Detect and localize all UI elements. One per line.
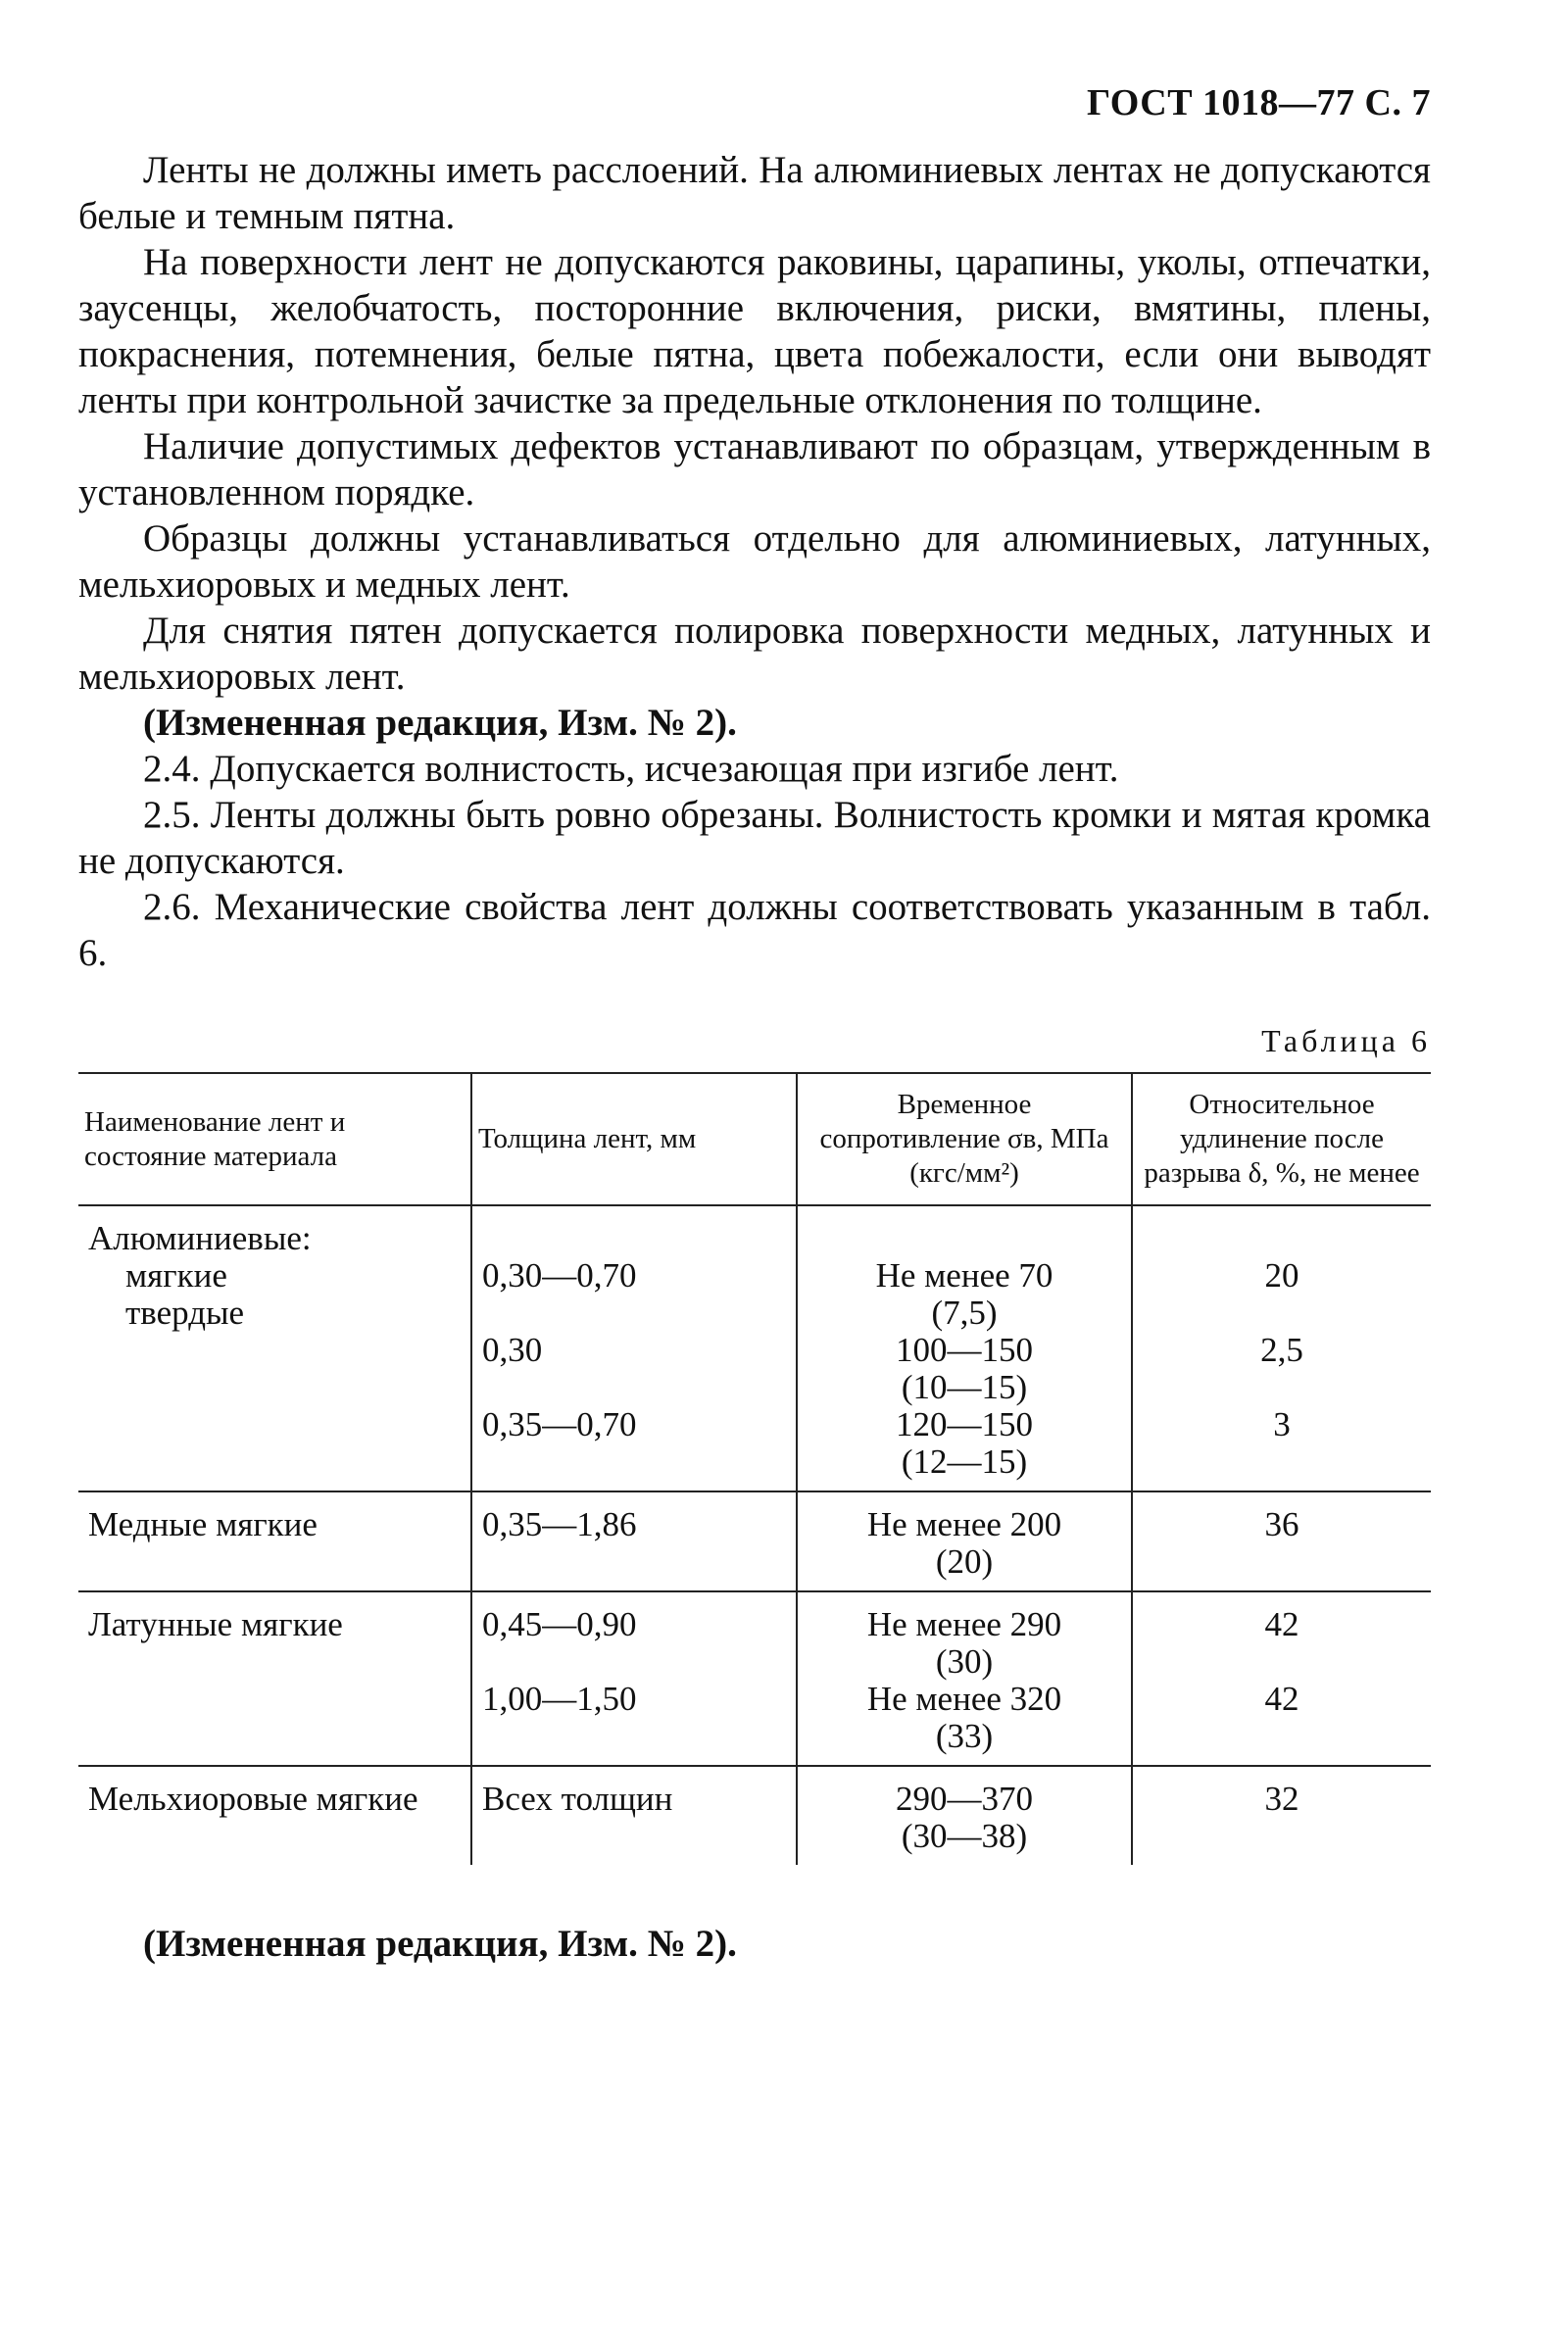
cell-thickness (471, 1766, 797, 1865)
cell-line: Алюминиевые: (88, 1219, 312, 1257)
cell-line: Мельхиоровые мягкие (88, 1780, 418, 1818)
cell-line (1143, 1295, 1421, 1332)
cell-line: 0,30—0,70 (482, 1256, 637, 1295)
cell-thickness (471, 1205, 797, 1491)
clause-2-6: 2.6. Механические свойства лент должны соответствовать указанным в табл. 6. (78, 886, 1431, 974)
cell-resistance (797, 1591, 1132, 1766)
table-row (78, 1491, 1431, 1591)
cell-elongation (1132, 1591, 1431, 1766)
cell-resistance (797, 1205, 1132, 1491)
paragraph: Наличие допустимых дефектов устанавливают по образцам, утвержденным в установленном порядке. (78, 425, 1431, 513)
paragraph: Для снятия пятен допускается полировка поверхности медных, латунных и мельхиоровых лент. (78, 610, 1431, 698)
cell-thickness (471, 1491, 797, 1591)
cell-line (1143, 1369, 1421, 1406)
cell-line: 0,30 (482, 1331, 543, 1369)
cell-line: 290—370 (896, 1780, 1033, 1818)
cell-line (482, 1295, 786, 1332)
body-text (78, 147, 1431, 976)
cell-line: 0,35—0,70 (482, 1405, 637, 1443)
cell-line: 3 (1273, 1405, 1291, 1443)
cell-resistance (797, 1491, 1132, 1591)
cell-line: мягкие (125, 1256, 227, 1295)
cell-line: Всех толщин (482, 1780, 673, 1818)
table-row (78, 1591, 1431, 1766)
table-row (78, 1205, 1431, 1491)
paragraph: Образцы должны устанавливаться отдельно для алюминиевых, латунных, мельхиоровых и медных лент. (78, 517, 1431, 606)
cell-line: (7,5) (931, 1294, 998, 1332)
cell-line (1143, 1643, 1421, 1681)
clause-2-5: 2.5. Ленты должны быть ровно обрезаны. Волнистость кромки и мятая кромка не допускаются. (78, 794, 1431, 882)
page-header: ГОСТ 1018—77 С. 7 (1087, 82, 1431, 123)
column-header: Временное сопротивление σв, МПа (кгс/мм²) (797, 1073, 1132, 1205)
cell-line: Не менее 200 (866, 1505, 1062, 1543)
cell-line: 42 (1264, 1605, 1299, 1643)
revision-note: (Измененная редакция, Изм. № 2). (143, 702, 737, 744)
cell-elongation (1132, 1491, 1431, 1591)
cell-line: Не менее 320 (866, 1680, 1062, 1718)
cell-line: 32 (1264, 1780, 1299, 1818)
cell-line: 36 (1264, 1505, 1299, 1543)
paragraph: Ленты не должны иметь расслоений. На алюминиевых лентах не допускаются белые и темным пятна. (78, 149, 1431, 237)
cell-line: Медные мягкие (88, 1505, 318, 1543)
cell-line: 0,35—1,86 (482, 1505, 637, 1543)
footer-revision-note: (Измененная редакция, Изм. № 2). (143, 1923, 737, 1965)
cell-line: 100—150 (896, 1331, 1033, 1369)
clause-2-4: 2.4. Допускается волнистость, исчезающая при изгибе лент. (143, 748, 1119, 790)
cell-line: твердые (125, 1294, 245, 1332)
cell-line: 120—150 (896, 1405, 1033, 1443)
cell-line: (30—38) (901, 1817, 1028, 1855)
cell-line: 2,5 (1260, 1331, 1303, 1369)
cell-line: 1,00—1,50 (482, 1680, 637, 1718)
cell-line: Не менее 70 (875, 1256, 1054, 1295)
cell-line: 42 (1264, 1680, 1299, 1718)
cell-line (808, 1220, 1121, 1257)
column-header: Относительное удлинение после разрыва δ, %, не менее (1132, 1073, 1431, 1205)
table-header-row (78, 1073, 1431, 1205)
cell-line: Не менее 290 (866, 1605, 1062, 1643)
table-row (78, 1766, 1431, 1865)
table-caption: Таблица 6 (1261, 1023, 1431, 1058)
cell-line: (33) (935, 1717, 994, 1755)
cell-line (482, 1220, 786, 1257)
cell-line (482, 1643, 786, 1681)
cell-name (78, 1766, 471, 1865)
cell-line: (30) (935, 1642, 994, 1681)
document-page (78, 59, 1431, 1966)
cell-thickness (471, 1591, 797, 1766)
cell-name (78, 1205, 471, 1491)
cell-line: (10—15) (901, 1368, 1028, 1406)
cell-name (78, 1491, 471, 1591)
cell-line: 0,45—0,90 (482, 1605, 637, 1643)
cell-line (482, 1369, 786, 1406)
cell-line (1143, 1220, 1421, 1257)
cell-name (78, 1591, 471, 1766)
column-header: Толщина лент, мм (471, 1073, 797, 1205)
cell-line: (12—15) (901, 1442, 1028, 1481)
cell-line: Латунные мягкие (88, 1605, 343, 1643)
cell-elongation (1132, 1766, 1431, 1865)
cell-elongation (1132, 1205, 1431, 1491)
cell-line: (20) (935, 1542, 994, 1581)
cell-resistance (797, 1766, 1132, 1865)
paragraph: На поверхности лент не допускаются раковины, царапины, уколы, отпечатки, заусенцы, желобчатость, посторонние включения, риски, вмятины, плены, покраснения, потемнения, белые пятна, цвета побежалости, если они выводят ленты при контрольной зачистке за предельные отклонения по толщине. (78, 241, 1431, 421)
mechanical-properties-table (78, 1072, 1431, 1865)
column-header: Наименование лент и состояние материала (78, 1073, 471, 1205)
cell-line: 20 (1264, 1256, 1299, 1295)
